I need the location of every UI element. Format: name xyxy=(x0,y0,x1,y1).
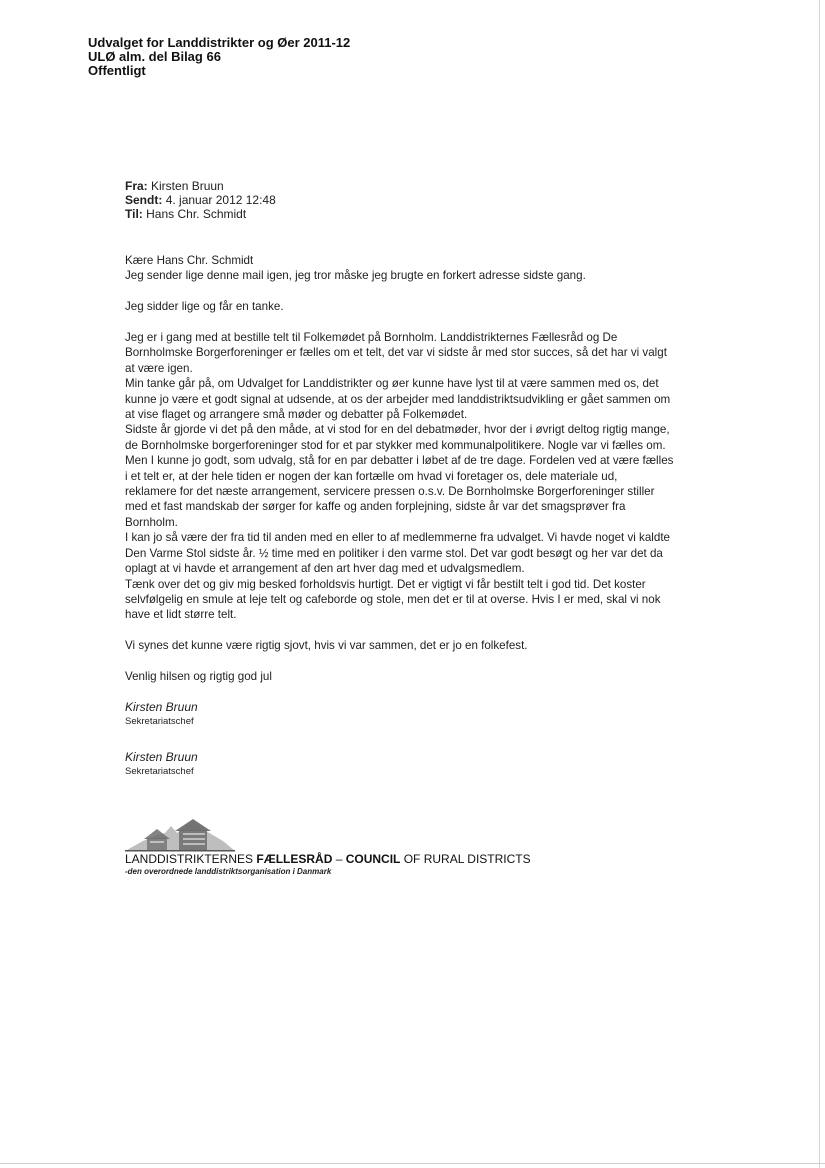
main-paragraphs xyxy=(125,330,700,623)
header-committee-line: Udvalget for Landdistrikter og Øer 2011-12 xyxy=(88,35,351,50)
body-line: Min tanke går på, om Udvalget for Landdistrikter og øer kunne have lyst til at være sammen med os, det xyxy=(125,377,659,391)
organization-tagline: -den overordnede landdistriktsorganisation i Danmark xyxy=(125,867,332,876)
org-name-bold1: FÆLLESRÅD xyxy=(256,852,333,866)
signature-title: Sekretariatschef xyxy=(125,715,194,727)
org-name-dash: – xyxy=(332,852,346,866)
body-line: med et fast mandskab der sørger for kaffe og anden forplejning, sidste år var det smagsprøver fra xyxy=(125,500,626,514)
org-name-part2: OF RURAL DISTRICTS xyxy=(400,852,531,866)
greeting: Kære Hans Chr. Schmidt xyxy=(125,254,254,267)
body-line: have et lidt større telt. xyxy=(125,608,237,622)
letter-body xyxy=(125,253,700,778)
signature-name-second: Kirsten Bruun xyxy=(125,749,198,764)
body-line: de Bornholmske borgerforeninger stod for et par stykker med kommunalpolitikere. Nogle var vi fælles om. xyxy=(125,438,666,452)
organization-logo xyxy=(125,814,235,852)
to-value: Hans Chr. Schmidt xyxy=(146,207,247,221)
to-row xyxy=(125,207,276,221)
body-line: oplagt at vi havde et arrangement af den art hver dag med et udvalgsmedlem. xyxy=(125,562,525,576)
body-line: reklamere for det næste arrangement, servicere pressen o.s.v. De Bornholmske Borgerforeninger stiller xyxy=(125,485,655,499)
from-value: Kirsten Bruun xyxy=(151,179,224,193)
document-header xyxy=(88,36,350,78)
body-line: at være igen. xyxy=(125,361,193,375)
organization-name xyxy=(125,852,531,866)
to-label: Til: xyxy=(125,207,143,221)
header-appendix-line: ULØ alm. del Bilag 66 xyxy=(88,49,221,64)
body-line: selvfølgelig en smule at leje telt og cafeborde og stole, men det er til at overse. Hvis I er med, skal vi nok xyxy=(125,592,661,606)
body-line: at vise flaget og arrangere små møder og debatter på Folkemødet. xyxy=(125,408,468,422)
body-line: Men I kunne jo godt, som udvalg, stå for en par debatter i løbet af de tre dage. Fordelen ved at være fælles xyxy=(125,454,674,468)
body-line: Bornholm. xyxy=(125,515,178,529)
body-line: Bornholmske Borgerforeninger er fælles om et telt, det var vi sidste år med stor succes, så det har vi valgt xyxy=(125,346,667,360)
org-name-bold2: COUNCIL xyxy=(345,852,401,866)
body-line: Sidste år gjorde vi det på den måde, at vi stod for en del debatmøder, hvor der i øvrigt deltog rigtig mange, xyxy=(125,423,670,437)
sent-value: 4. januar 2012 12:48 xyxy=(165,193,276,207)
from-row xyxy=(125,179,276,193)
body-line: i et telt er, at der hele tiden er nogen der kan fortælle om hvad vi foretager os, dele materiale ud, xyxy=(125,469,618,483)
intro-line: Jeg sender lige denne mail igen, jeg tror måske jeg brugte en forkert adresse sidste gang. xyxy=(125,269,586,283)
email-meta xyxy=(125,179,276,221)
thought-line: Jeg sidder lige og får en tanke. xyxy=(125,300,284,314)
body-line: kunne jo være et godt signal at udsende, at os der arbejder med landdistriktsudvikling er gået sammen om xyxy=(125,392,671,406)
closing-line: Vi synes det kunne være rigtig sjovt, hvis vi var sammen, det er jo en folkefest. xyxy=(125,639,528,653)
signature-title-second: Sekretariatschef xyxy=(125,765,194,777)
regards-line: Venlig hilsen og rigtig god jul xyxy=(125,669,272,683)
page-edge-right xyxy=(819,0,820,1168)
sent-row xyxy=(125,193,276,207)
from-label: Fra: xyxy=(125,179,148,193)
sent-label: Sendt: xyxy=(125,193,163,207)
body-line: I kan jo så være der fra tid til anden med en eller to af medlemmerne fra udvalget. Vi havde noget vi kaldte xyxy=(125,531,670,545)
body-line: Jeg er i gang med at bestille telt til Folkemødet på Bornholm. Landdistrikternes Fællesråd og De xyxy=(125,331,618,344)
header-public-line: Offentligt xyxy=(88,63,146,78)
body-line: Tænk over det og giv mig besked forholdsvis hurtigt. Det er vigtigt vi får bestilt telt i god tid. Det koster xyxy=(125,577,646,591)
org-name-part1: LANDDISTRIKTERNES xyxy=(125,852,257,866)
body-line: Den Varme Stol sidste år. ½ time med en politiker i den varme stol. Det var godt besøgt og her var det da xyxy=(125,546,663,560)
page-edge-bottom xyxy=(0,1163,825,1164)
signature-name: Kirsten Bruun xyxy=(125,699,198,714)
